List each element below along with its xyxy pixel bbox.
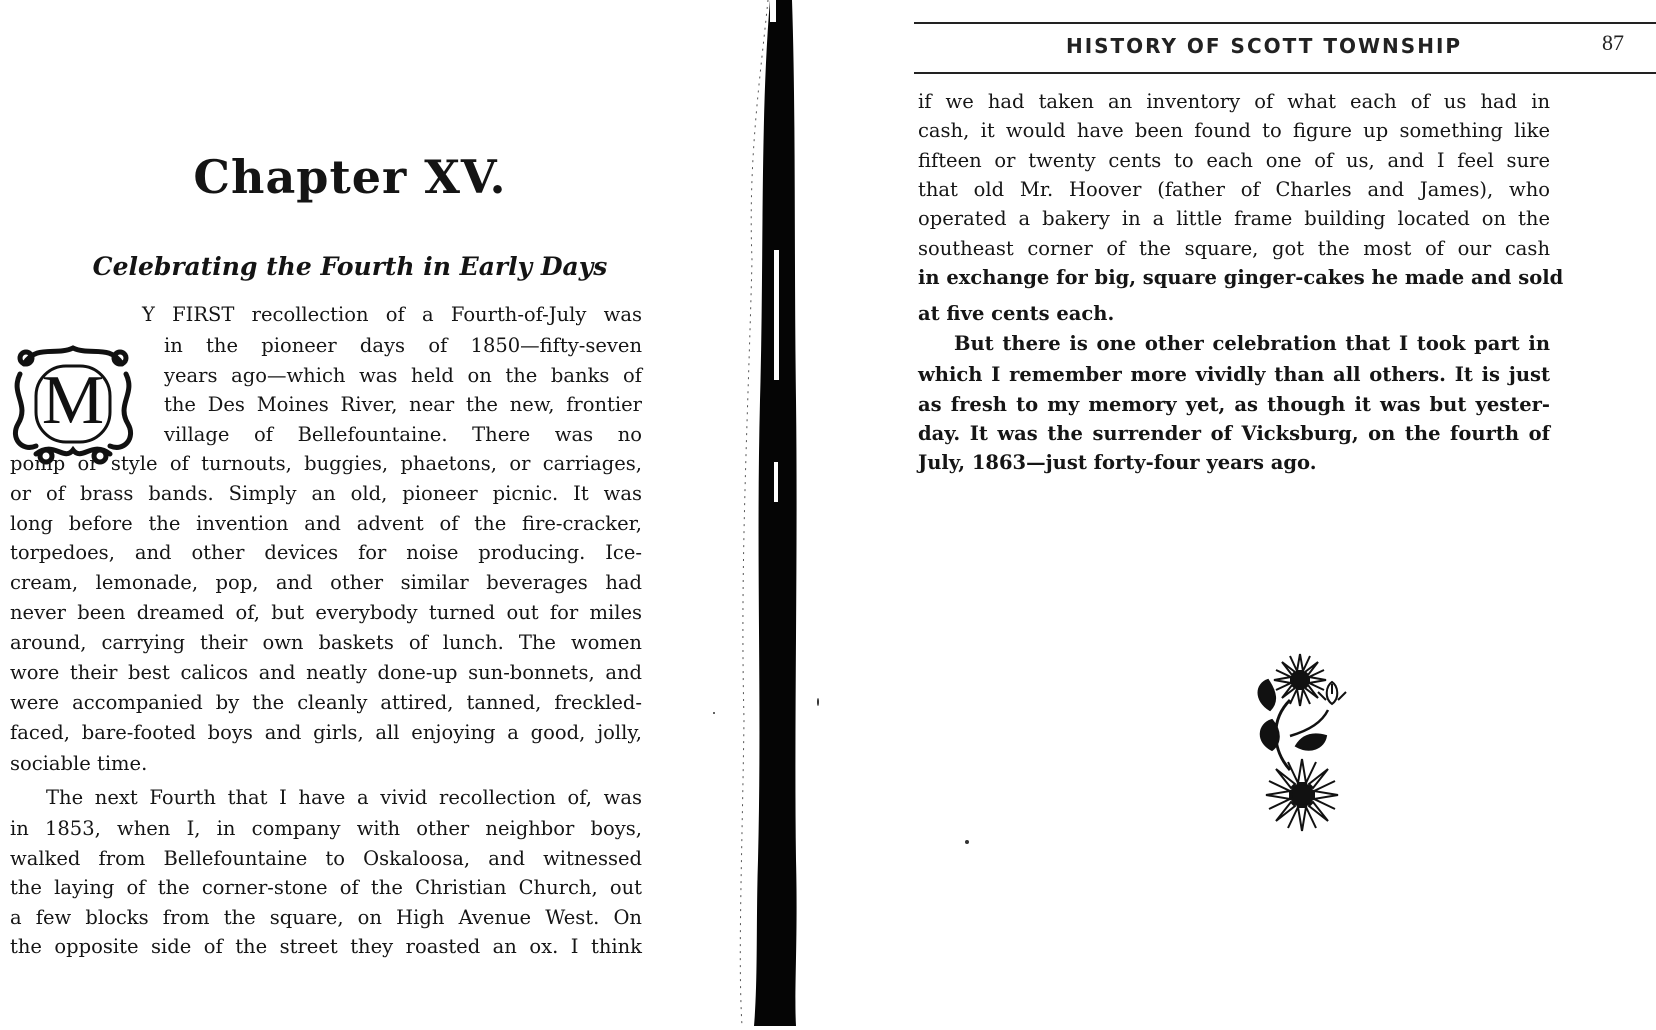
text-line: the Des Moines River, near the new, frontier <box>164 393 642 416</box>
text-line: walked from Bellefountaine to Oskaloosa, and witnessed <box>10 847 642 870</box>
text-line: day. It was the surrender of Vicksburg, on the fourth of <box>918 422 1550 445</box>
right-page <box>860 0 1656 1026</box>
text-line: which I remember more vividly than all others. It is just <box>918 363 1550 386</box>
text-line: faced, bare-footed boys and girls, all enjoying a good, jolly, <box>10 721 642 744</box>
text-line: the laying of the corner-stone of the Christian Church, out <box>10 876 642 899</box>
text-line: never been dreamed of, but everybody turned out for miles <box>10 601 642 624</box>
text-line: at five cents each. <box>918 302 1115 325</box>
ink-speck <box>965 840 969 844</box>
text-line: cream, lemonade, pop, and other similar beverages had <box>10 571 642 594</box>
left-page <box>0 0 720 1026</box>
text-line: a few blocks from the square, on High Avenue West. On <box>10 906 642 929</box>
text-line: in exchange for big, square ginger-cakes he made and sold <box>918 266 1564 289</box>
text-line: were accompanied by the cleanly attired, tanned, freckled- <box>10 691 642 714</box>
ink-speck <box>817 698 819 706</box>
text-line: operated a bakery in a little frame building located on the <box>918 207 1550 230</box>
text-line: cash, it would have been found to figure up something like <box>918 119 1550 142</box>
text-line: the opposite side of the street they roasted an ox. I think <box>10 935 642 958</box>
text-line: in the pioneer days of 1850—fifty-seven <box>164 334 642 357</box>
text-line: if we had taken an inventory of what each of us had in <box>918 90 1550 113</box>
text-line: years ago—which was held on the banks of <box>164 364 642 387</box>
text-line: southeast corner of the square, got the most of our cash <box>918 237 1550 260</box>
text-line: fifteen or twenty cents to each one of us, and I feel sure <box>918 149 1550 172</box>
chapter-title: Chapter XV. <box>193 150 507 204</box>
running-head: HISTORY OF SCOTT TOWNSHIP <box>1065 34 1463 58</box>
text-line: around, carrying their own baskets of lunch. The women <box>10 631 642 654</box>
header-rule <box>914 72 1656 74</box>
text-line: sociable time. <box>10 752 148 775</box>
text-line: But there is one other celebration that I took part in <box>954 332 1550 355</box>
flower-ornament-icon <box>1250 650 1360 854</box>
text-line: or of brass bands. Simply an old, pioneer picnic. It was <box>10 482 642 505</box>
binding-gutter <box>730 0 840 1026</box>
ink-speck <box>713 712 715 714</box>
page-number: 87 <box>1602 30 1624 55</box>
chapter-subtitle: Celebrating the Fourth in Early Days <box>92 252 608 281</box>
text-line: long before the invention and advent of the fire-cracker, <box>10 512 642 535</box>
drop-cap-ornament <box>6 334 140 468</box>
top-rule <box>914 22 1656 24</box>
text-line: that old Mr. Hoover (father of Charles and James), who <box>918 178 1550 201</box>
text-line: pomp or style of turnouts, buggies, phaetons, or carriages, <box>10 452 642 475</box>
text-line: wore their best calicos and neatly done-up sun-bonnets, and <box>10 661 642 684</box>
text-line: Y FIRST recollection of a Fourth-of-July was <box>142 303 642 326</box>
text-line: village of Bellefountaine. There was no <box>164 423 642 446</box>
text-line: July, 1863—just forty-four years ago. <box>918 451 1317 474</box>
text-line: The next Fourth that I have a vivid recollection of, was <box>46 786 642 809</box>
drop-cap-letter: M <box>41 362 105 439</box>
text-line: as fresh to my memory yet, as though it was but yester- <box>918 393 1550 416</box>
text-line: torpedoes, and other devices for noise producing. Ice- <box>10 541 642 564</box>
text-line: in 1853, when I, in company with other neighbor boys, <box>10 817 642 840</box>
